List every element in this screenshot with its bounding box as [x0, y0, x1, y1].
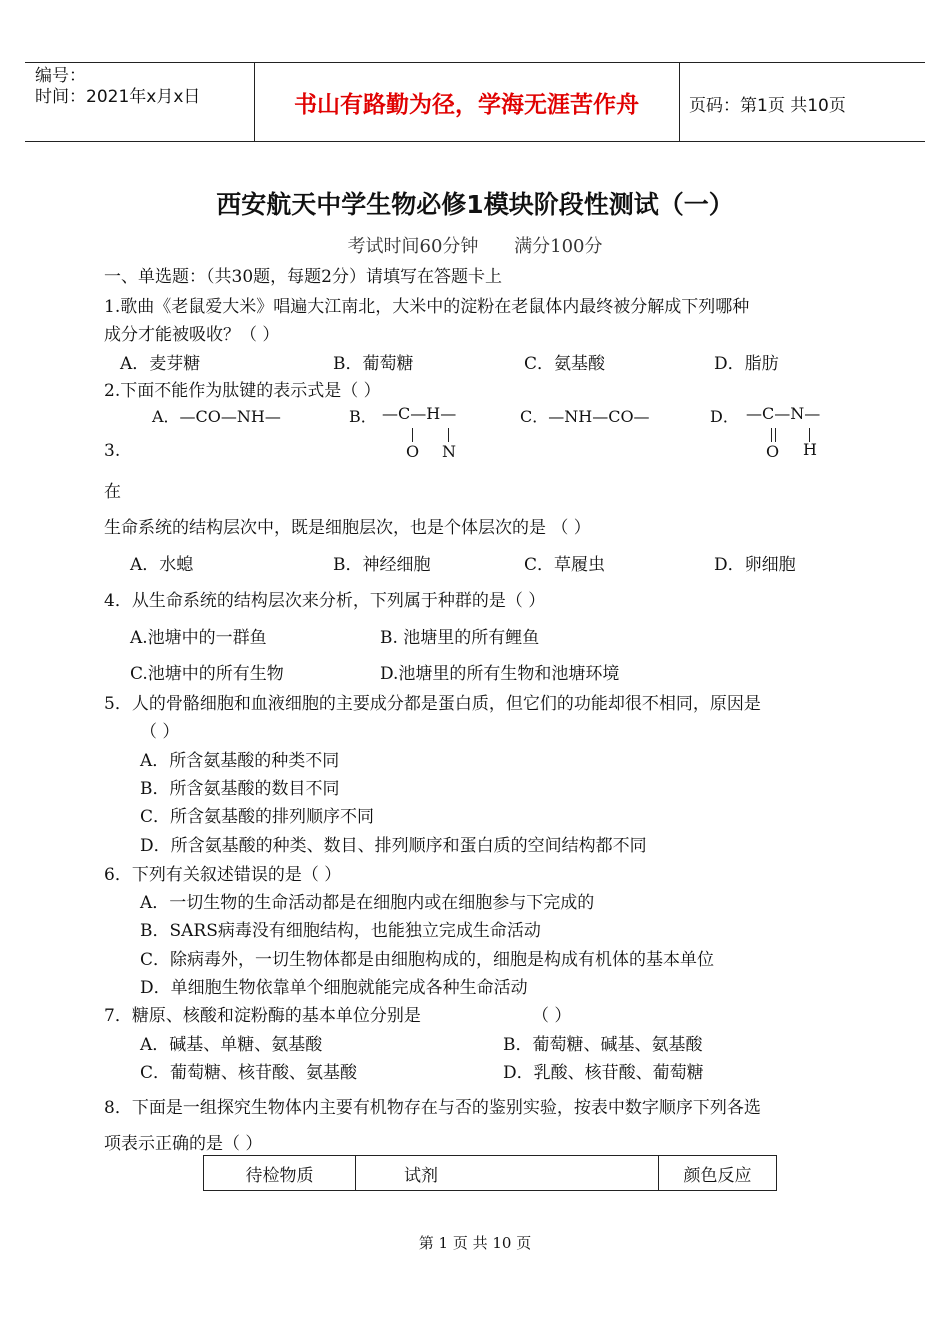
q2-option-a: A．—CO—NH— [152, 407, 281, 426]
question-1-line1: 1.歌曲《老鼠爱大米》唱遍大江南北，大米中的淀粉在老鼠体内最终被分解成下列哪种 [104, 297, 750, 317]
q5-option-d: D．所含氨基酸的种类、数目、排列顺序和蛋白质的空间结构都不同 [140, 836, 647, 856]
q2-option-b-n: N [442, 442, 456, 461]
question-7-stem: 7．糖原、核酸和淀粉酶的基本单位分别是 [104, 1006, 421, 1026]
header-motto: 书山有路勤为径，学海无涯苦作舟 [294, 91, 639, 118]
q3-option-d: D．卵细胞 [714, 555, 796, 575]
q2-option-d-o: O [766, 442, 780, 461]
q5-option-b: B．所含氨基酸的数目不同 [140, 779, 340, 799]
q4-option-b: B. 池塘里的所有鲤鱼 [380, 628, 540, 648]
question-3-word: 在 [104, 482, 121, 502]
q3-option-a: A．水螅 [130, 555, 194, 575]
header-divider [679, 63, 680, 141]
section-heading: 一、单选题：（共30题，每题2分）请填写在答题卡上 [104, 267, 502, 287]
q6-option-b: B．SARS病毒没有细胞结构，也能独立完成生命活动 [140, 921, 541, 941]
q7-option-c: C．葡萄糖、核苷酸、氨基酸 [140, 1063, 358, 1083]
time-label: 时间：2021年x月x日 [35, 87, 201, 107]
page-subtitle: 考试时间60分钟 满分100分 [347, 236, 603, 257]
q1-option-c: C．氨基酸 [524, 354, 606, 374]
q6-option-c: C．除病毒外，一切生物体都是由细胞构成的，细胞是构成有机体的基本单位 [140, 950, 715, 970]
question-4-stem: 4．从生命系统的结构层次来分析，下列属于种群的是（ ） [104, 591, 546, 611]
page-title: 西安航天中学生物必修1模块阶段性测试（一） [216, 190, 734, 219]
q6-option-a: A．一切生物的生命活动都是在细胞内或在细胞参与下完成的 [140, 893, 595, 913]
q2-option-c: C．—NH—CO— [520, 407, 650, 426]
q1-option-a: A．麦芽糖 [120, 354, 201, 374]
number-label: 编号： [35, 66, 86, 86]
question-1-line2: 成分才能被吸收？（ ） [104, 325, 280, 345]
page-footer: 第 1 页 共 10 页 [418, 1234, 532, 1252]
q2-option-d-h: H [803, 440, 817, 459]
question-3-number: 3. [104, 441, 121, 461]
q6-option-d: D．单细胞生物依靠单个细胞就能完成各种生命活动 [140, 978, 528, 998]
question-8-line1: 8．下面是一组探究生物体内主要有机物存在与否的鉴别实验，按表中数字顺序下列各选 [104, 1098, 761, 1118]
bond-line [448, 428, 449, 442]
bond-line [771, 428, 772, 442]
q4-option-d: D.池塘里的所有生物和池塘环境 [380, 664, 620, 684]
page-header [25, 62, 925, 142]
q3-option-c: C．草履虫 [524, 555, 606, 575]
table-header-cell: 试剂 [356, 1156, 659, 1191]
question-5-line2: （ ） [140, 722, 180, 742]
table-header-cell: 颜色反应 [659, 1156, 777, 1191]
q2-option-b-chain: —C—H— [382, 404, 457, 423]
q7-option-a: A．碱基、单糖、氨基酸 [140, 1035, 323, 1055]
q3-option-b: B．神经细胞 [333, 555, 431, 575]
header-meta [35, 66, 200, 108]
question-2-stem: 2.下面不能作为肽键的表示式是（ ） [104, 381, 381, 401]
q1-option-b: B．葡萄糖 [333, 354, 414, 374]
q4-option-a: A.池塘中的一群鱼 [130, 628, 267, 648]
q4-option-c: C.池塘中的所有生物 [130, 664, 284, 684]
question-3-stem: 生命系统的结构层次中，既是细胞层次，也是个体层次的是 （ ） [104, 518, 591, 538]
q7-option-d: D．乳酸、核苷酸、葡萄糖 [503, 1063, 704, 1083]
q2-option-b-prefix: B． [349, 407, 377, 426]
q2-option-d-chain: —C—N— [746, 404, 821, 423]
question-6-stem: 6．下列有关叙述错误的是（ ） [104, 865, 342, 885]
q5-option-c: C．所含氨基酸的排列顺序不同 [140, 807, 375, 827]
table-header-cell: 待检物质 [204, 1156, 356, 1191]
q1-option-d: D．脂肪 [714, 354, 779, 374]
bond-line [775, 428, 776, 442]
q2-option-d-prefix: D． [710, 407, 739, 426]
table-row [204, 1156, 777, 1191]
header-page-label: 页码：第1页 共10页 [689, 96, 846, 116]
question-7-paren: （ ） [532, 1006, 572, 1026]
question-5-line1: 5．人的骨骼细胞和血液细胞的主要成分都是蛋白质，但它们的功能却很不相同，原因是 [104, 694, 761, 714]
question-8-line2: 项表示正确的是（ ） [104, 1134, 263, 1154]
q7-option-b: B．葡萄糖、碱基、氨基酸 [503, 1035, 703, 1055]
bond-line [412, 428, 413, 442]
q2-option-b-o: O [406, 442, 420, 461]
q5-option-a: A．所含氨基酸的种类不同 [140, 751, 340, 771]
question-8-table [203, 1155, 777, 1191]
